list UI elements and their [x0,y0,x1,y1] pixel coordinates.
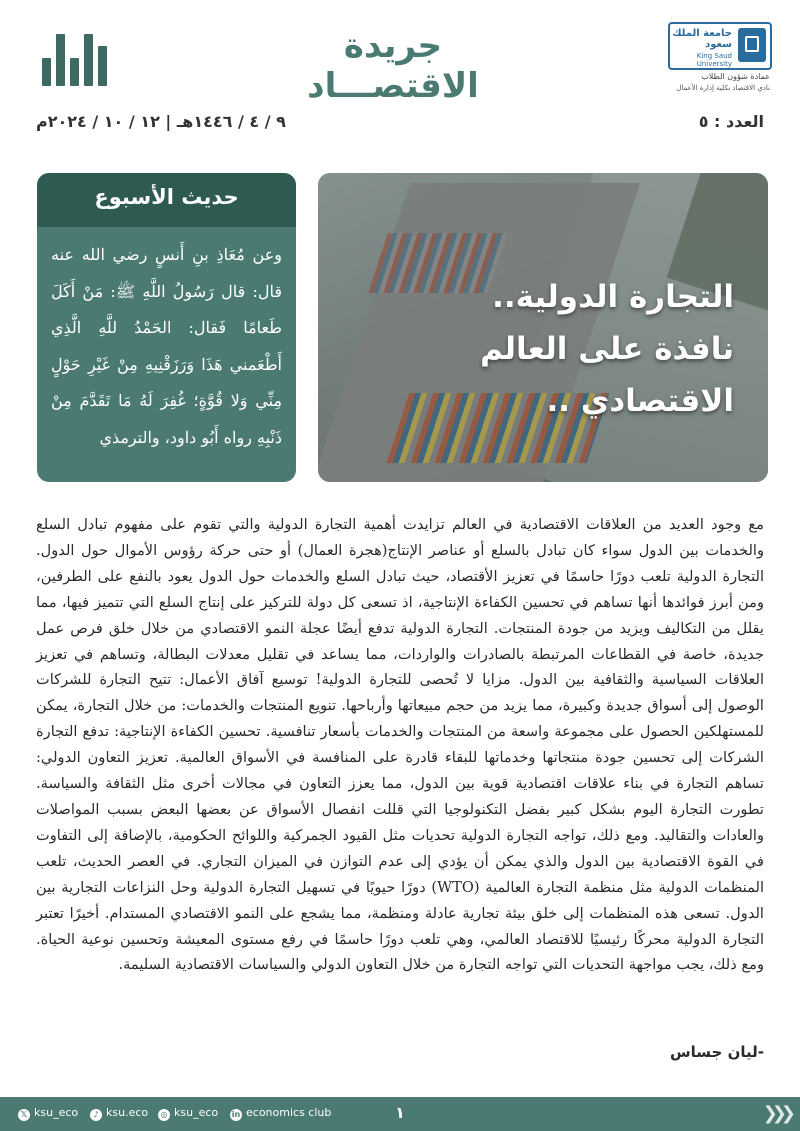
ksu-badge [668,22,772,70]
social-x-label: ksu_eco [34,1106,79,1119]
x-icon: 𝕏 [18,1109,30,1121]
issue-number: العدد : ٥ [698,112,764,131]
social-instagram-label: ksu_eco [174,1106,219,1119]
social-linkedin[interactable] [230,1106,331,1122]
linkedin-icon: in [231,1110,241,1119]
social-tiktok[interactable] [90,1106,148,1122]
social-tiktok-label: ksu.eco [106,1106,149,1119]
issue-date: ٩ / ٤ / ١٤٤٦هـ | ١٢ / ١٠ / ٢٠٢٤م [36,112,286,131]
club-label: نادي الاقتصاد بكلية إدارة الأعمال [676,84,770,92]
article-body: مع وجود العديد من العلاقات الاقتصادية في العالم تزايدت أهمية التجارة الدولية والتي تقوم على مفهوم تبادل السلع والخدمات بين الدول سواء كان تبادل بالسلع أو عناصر الإنتاج(هجرة العمال) أو حتى حركة رؤوس الأموال حول الدول. التجارة الدولية تلعب دورًا حاسمًا في تعزيز الأقتصاد، حيث تبادل السلع والخدمات حول الدول يعود بالنفع على الطرفين، ومن أبرز فوائدها أنها تساهم في تحسين الكفاءة الإنتاجية، اذ تسعى كل دولة للتركيز على إنتاج السلع التي تتميز فيها، مما يقلل من التكاليف ويزيد من جودة المنتجات. التجارة الدولية تدفع أيضًا عجلة النمو الاقتصادي من خلال خلق فرص عمل جديدة، خاصة في القطاعات المرتبطة بالصادرات والواردات، مما يساعد في تقليل معدلات البطالة، وتساهم في تعزيز العلاقات السياسية والثقافية بين الدول. مزايا لا تُحصى للتجارة الدولية! توسيع آفاق الأعمال: تتيح التجارة للشركات الوصول إلى أسواق جديدة وكبيرة، مما يزيد من حجم مبيعاتها وأرباحها. تنويع المنتجات والخدمات: من خلال التجارة، يمكن للمستهلكين الحصول على مجموعة واسعة من المنتجات والخدمات بأسعار تنافسية. تحسين الكفاءة الإنتاجية: تدفع التجارة الشركات إلى تحسين جودة منتجاتها وخدماتها للبقاء قادرة على المنافسة في الأسواق العالمية. تعزيز التعاون الدولي: تساهم التجارة في بناء علاقات اقتصادية قوية بين الدول، مما يعزز التعاون في مجالات أخرى مثل الثقافة والسياسة. تطورت التجارة اليوم بشكل كبير بفضل التكنولوجيا التي قللت انفصال الأسواق عن بعضها البعض بسبب المواصلات والعادات والتقاليد. ومع ذلك، تواجه التجارة الدولية تحديات مثل القيود الجمركية واللوائح الحكومية، بالإضافة إلى التفاوت في القوة الاقتصادية بين الدول والذي يمكن أن يؤدي إلى عدم التوازن في الميزان التجاري. في العصر الحديث، تلعب المنظمات الدولية مثل منظمة التجارة العالمية (WTO) دورًا حيويًا في تسهيل التجارة الدولية وحل النزاعات التجارية بين الدول. تسعى هذه المنظمات إلى خلق بيئة تجارية عادلة ومنظمة، مما يشجع على النمو الاقتصادي المستدام. أخيرًا تعتبر التجارة الدولية محركًا رئيسيًا للاقتصاد العالمي، وهي تلعب دورًا حاسمًا في رفع مستوى المعيشة وتحسين نوعية الحياة. ومع ذلك، يجب مواجهة التحديات التي تواجه التجارة من خلال التعاون الدولي والسياسات الاقتصادية السليمة. [36,516,765,974]
newspaper-title: جريدة الاقتصـــاد [307,26,479,106]
article-author: -ليان جساس [669,1043,764,1061]
hero-headline [334,271,734,427]
chevrons-decoration-icon: ❯❯❯ [762,1103,790,1124]
university-name-en: King Saud University [696,52,732,68]
page-footer [0,1097,800,1131]
instagram-icon: ◎ [158,1109,170,1121]
hero-headline-line1: التجارة الدولية.. [492,279,734,315]
social-x[interactable] [18,1106,78,1122]
ksu-emblem-icon [738,28,766,62]
social-instagram[interactable] [158,1106,218,1122]
hadith-header [37,173,296,227]
hero-image [318,173,768,482]
page-number: ١ [395,1103,405,1122]
university-name-ar: جامعة الملك سعود [672,28,732,50]
hero-headline-line2: نافذة على العالم الاقتصادي .. [480,331,734,419]
tiktok-icon: ♪ [90,1109,102,1121]
page-header [0,0,800,106]
social-linkedin-label: economics club [246,1106,332,1119]
economics-club-logo-icon [42,34,112,86]
hadith-title: حديث الأسبوع [94,185,239,209]
issue-meta [36,112,764,136]
hadith-text: وعن مُعَاذِ بنِ أَنسٍ رضي الله عنه قال: قال رَسُولُ اللَّهِ ﷺ: مَنْ أَكَلَ طَعامًا فَقال: الحَمْدُ للَّهِ الَّذِي أَطْعَمني هَذَا وَرَزَقْنِيهِ مِنْ غَيْرِ حَوْلٍ مِنِّي وَلا قُوَّةٍ؛ غُفِرَ لَهُ مَا تَقَدَّمَ مِنْ ذَنْبِهِ رواه أَبُو داود، والترمذي [51,245,282,447]
hadith-of-week-card [37,173,296,482]
deanship-label: عمادة شؤون الطلاب [701,72,770,81]
